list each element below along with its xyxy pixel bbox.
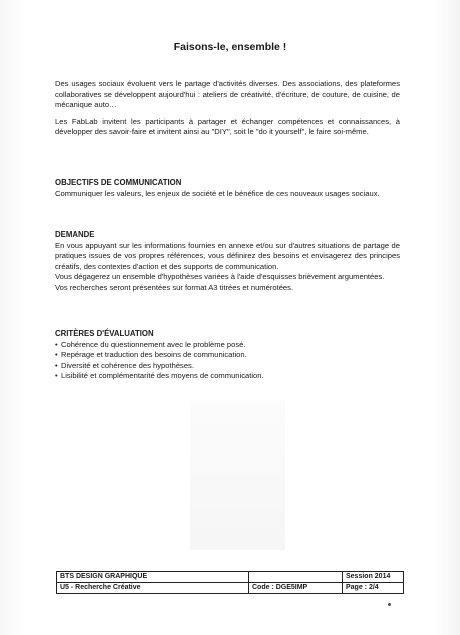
footer-table — [56, 571, 404, 594]
list-item: • Lisibilité et complémentarité des moyens de communication. — [55, 371, 400, 382]
page-title: Faisons-le, ensemble ! — [173, 41, 287, 53]
demande-paragraph-1: En vous appuyant sur les informations fournies en annexe et/ou sur d'autres situations de partage de pratiques issues de vos propres références, vous définirez des besoins et envisagerez des principes créatifs, des contextes d'action et des supports de communication. — [55, 240, 400, 271]
demande-paragraph-2: Vous dégagerez un ensemble d'hypothèses variées à l'aide d'esquisses brièvement argumentées. — [55, 272, 385, 282]
demande-heading: DEMANDE — [55, 230, 95, 239]
criteres-heading: CRITÈRES D'ÉVALUATION — [55, 329, 154, 338]
demande-section — [55, 230, 400, 294]
list-item: • Cohérence du questionnement avec le problème posé. — [55, 340, 400, 351]
demande-paragraph-3: Vos recherches seront présentées sur format A3 titrées et numérotées. — [55, 282, 294, 292]
footer-page: Page : 2/4 — [342, 583, 403, 593]
objectifs-heading: OBJECTIFS DE COMMUNICATION — [55, 178, 182, 187]
ink-dot — [388, 603, 391, 606]
objectifs-text: Communiquer les valeurs, les enjeux de société et le bénéfice de ces nouveaux usages sociaux. — [55, 188, 380, 198]
intro-paragraph-2: Les FabLab invitent les participants à partager et échanger compétences et connaissances, à développer des savoir-faire et invitent ainsi au "DIY", soit le "do it yourself", le faire soi-même. — [55, 116, 400, 137]
footer-row — [57, 582, 403, 593]
footer-code: Code : DGE5IMP — [248, 583, 342, 593]
criteres-list — [55, 340, 400, 382]
objectifs-section — [55, 178, 400, 199]
list-item: • Repérage et traduction des besoins de communication. — [55, 350, 400, 361]
footer-exam: BTS DESIGN GRAPHIQUE — [60, 573, 148, 580]
intro-section — [55, 79, 400, 138]
criteres-section — [55, 329, 400, 382]
footer-session: Session 2014 — [342, 572, 403, 582]
footer-empty-cell — [248, 572, 342, 582]
show-through-shadow — [190, 400, 285, 550]
footer-row — [57, 572, 403, 582]
footer-unit: U5 - Recherche Créative — [60, 584, 141, 591]
list-item: • Diversité et cohérence des hypothèses. — [55, 361, 400, 372]
intro-paragraph-1: Des usages sociaux évoluent vers le partage d'activités diverses. Des associations, des plateformes collaboratives se développent aujourd'hui : ateliers de créativité, d'écriture, de couture, de cuisine, de mécanique auto… — [55, 79, 400, 110]
